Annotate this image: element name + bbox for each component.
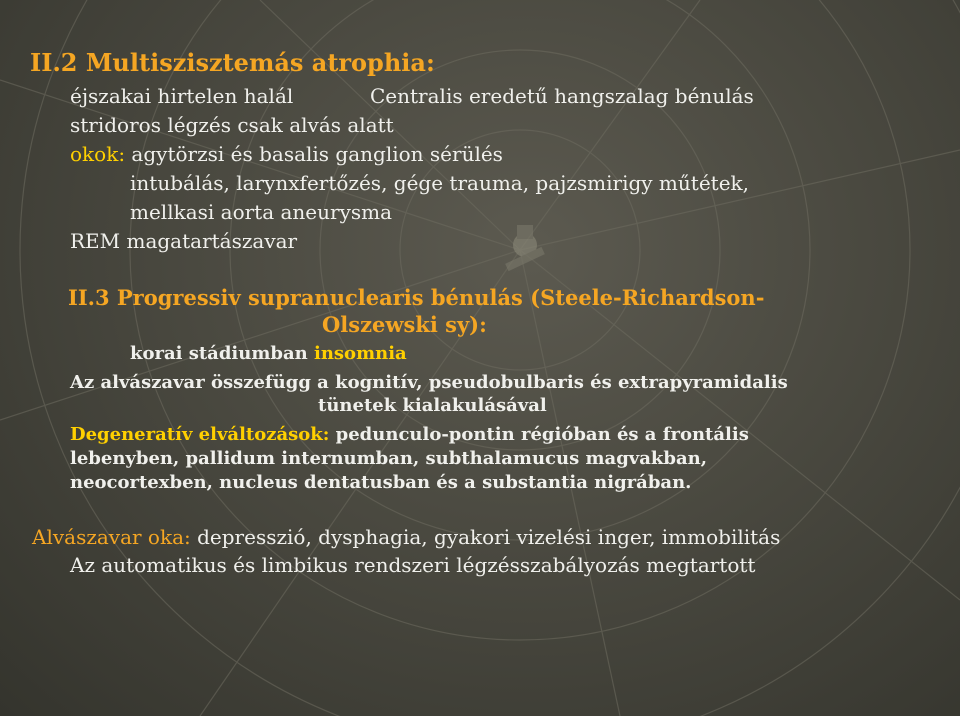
s1-line-1a: éjszakai hirtelen halál <box>70 84 294 108</box>
s3-line-1 <box>32 524 780 550</box>
s2-line-4-text: pedunculo-pontin régióban és a frontális <box>329 424 749 445</box>
s2-line-5: lebenyben, pallidum internumban, subthalamucus magvakban, <box>70 448 707 469</box>
s2-line-1 <box>130 341 407 367</box>
s2-line-6: neocortexben, nucleus dentatusban és a substantia nigrában. <box>70 472 692 493</box>
s2-line-4 <box>70 422 749 448</box>
section-2-title-line-2: Olszewski sy): <box>322 312 487 337</box>
s1-label-okok: okok: <box>70 142 126 166</box>
s1-line-5: mellkasi aorta aneurysma <box>130 200 393 224</box>
s2-line-3: tünetek kialakulásával <box>318 395 547 416</box>
s1-line-3-text: agytörzsi és basalis ganglion sérülés <box>125 142 503 166</box>
ornament-icon <box>505 225 545 271</box>
s1-line-2: stridoros légzés csak alvás alatt <box>70 113 394 137</box>
s3-line-1-text: depresszió, dysphagia, gyakori vizelési inger, immobilitás <box>190 525 781 549</box>
s1-line-4: intubálás, larynxfertőzés, gége trauma, pajzsmirigy műtétek, <box>130 171 750 195</box>
s3-line-2: Az automatikus és limbikus rendszeri légzésszabályozás megtartott <box>70 553 756 577</box>
s1-line-3 <box>70 141 503 167</box>
s1-line-1b: Centralis eredetű hangszalag bénulás <box>370 84 754 108</box>
s3-label-alvaszavar-oka: Alvászavar oka: <box>32 525 191 549</box>
section-2-title-line-1: II.3 Progressiv supranuclearis bénulás (Steele-Richardson- <box>68 285 765 310</box>
s2-line-1-text: korai stádiumban <box>130 343 314 364</box>
s1-line-6: REM magatartászavar <box>70 229 298 253</box>
s2-line-2: Az alvászavar összefügg a kognitív, pseudobulbaris és extrapyramidalis <box>70 372 788 393</box>
s2-label-degenerativ: Degeneratív elváltozások: <box>70 424 330 445</box>
s2-insomnia: insomnia <box>314 343 407 364</box>
section-1-title: II.2 Multiszisztemás atrophia: <box>30 48 435 77</box>
